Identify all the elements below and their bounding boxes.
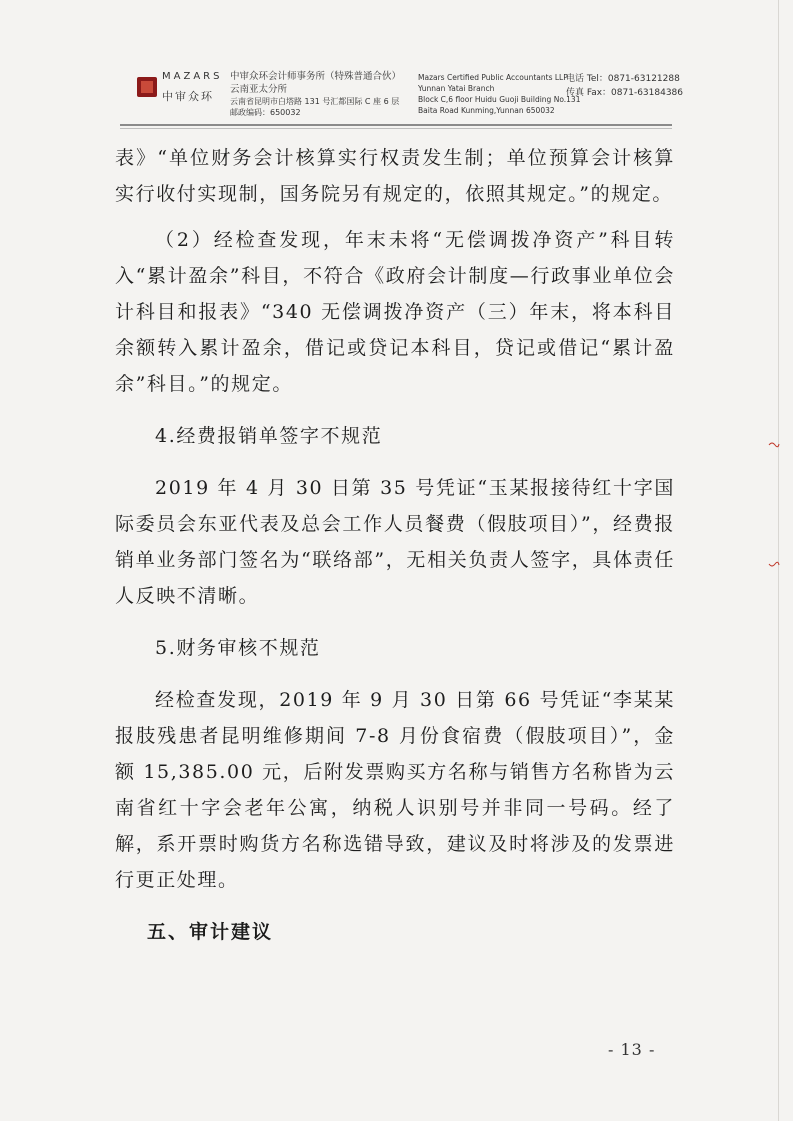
postcode-cn: 邮政编码：650032 xyxy=(230,108,301,117)
section-4-title: 4.经费报销单签字不规范 xyxy=(155,425,383,447)
letterhead xyxy=(0,0,793,130)
paragraph-2: （2）经检查发现，年末未将“无偿调拨净资产”科目转入“累计盈余”科目，不符合《政府会计制度—行政事业单位会计科目和报表》“340 无偿调拨净资产（三）年末，将本科目余额转入累计盈余，借记或贷记本科目，贷记或借记“累计盈余”科目。”的规定。 xyxy=(115,229,675,395)
section-5-title: 5.财务审核不规范 xyxy=(155,637,321,659)
brand-en: MAZARS xyxy=(162,71,223,82)
mazars-logo-icon xyxy=(137,77,157,97)
firm-name-en: Mazars Certified Public Accountants LLP xyxy=(418,73,568,82)
phone: 电话 Tel：0871-63121288 xyxy=(566,74,680,84)
page-number: - 13 - xyxy=(608,1040,656,1059)
letterhead-en-block xyxy=(418,72,580,116)
branch-cn: 云南亚太分所 xyxy=(230,84,288,95)
document-body xyxy=(115,140,675,950)
letterhead-contact-block xyxy=(566,72,683,100)
letterhead-rule-thin xyxy=(120,128,672,129)
margin-mark-icon xyxy=(768,560,780,570)
address-en-1: Block C,6 floor Huidu Guoji Building No.131 xyxy=(418,95,581,104)
brand-cn: 中审众环 xyxy=(162,90,214,103)
paragraph-4: 经检查发现，2019 年 9 月 30 日第 66 号凭证“李某某报肢残患者昆明维修期间 7-8 月份食宿费（假肢项目）”，金额 15,385.00 元，后附发票购买方名称与销售方名称皆为云南省红十字会老年公寓，纳税人识别号并非同一号码。经了解，系开票时购货方名称选错导致，建议及时将涉及的发票进行更正处理。 xyxy=(115,689,675,891)
heading-audit-suggestions: 五、审计建议 xyxy=(147,921,274,943)
paragraph-1: 表》“单位财务会计核算实行权责发生制；单位预算会计核算实行收付实现制，国务院另有规定的，依照其规定。”的规定。 xyxy=(115,147,675,205)
firm-name-cn: 中审众环会计师事务所（特殊普通合伙） xyxy=(230,71,402,82)
margin-mark-icon xyxy=(768,440,780,450)
address-cn: 云南省昆明市白塔路 131 号汇都国际 C 座 6 层 xyxy=(230,97,400,106)
letterhead-rule xyxy=(120,124,672,126)
address-en-2: Baita Road Kunming,Yunnan 650032 xyxy=(418,106,555,115)
branch-en: Yunnan Yatai Branch xyxy=(418,84,495,93)
letterhead-cn-block xyxy=(230,70,401,118)
paragraph-3: 2019 年 4 月 30 日第 35 号凭证“玉某报接待红十字国际委员会东亚代表及总会工作人员餐费（假肢项目）”，经费报销单业务部门签名为“联络部”，无相关负责人签字，具体责任人反映不清晰。 xyxy=(115,477,675,607)
fax: 传真 Fax：0871-63184386 xyxy=(566,88,684,98)
